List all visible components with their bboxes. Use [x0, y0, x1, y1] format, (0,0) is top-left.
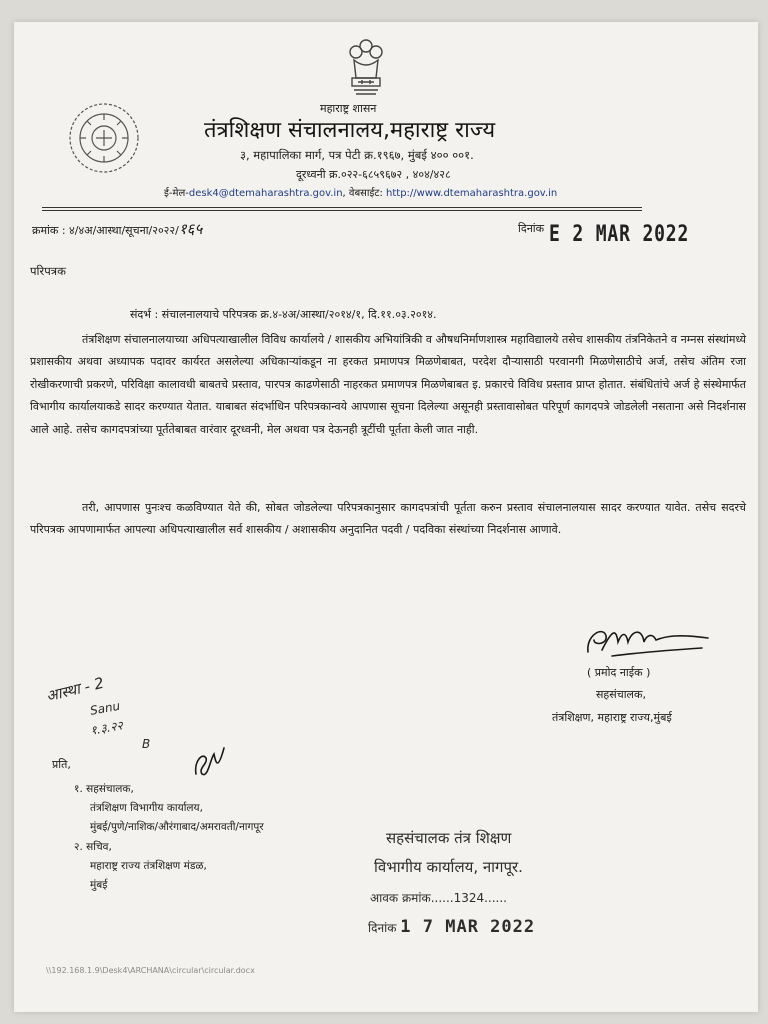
website-label: , वेबसाईट:: [342, 188, 387, 199]
body-paragraph-1: तंत्रशिक्षण संचालनालयाच्या अधिपत्याखालील विविध कार्यालये / शासकीय अभियांत्रिकी व औषधनिर्माणशास्त्र महाविद्यालये तसेच शासकीय तंत्रनिकेतने व नम्नस संस्थांमध्ये प्रशासकीय अथवा अध्यापक पदावर कार्यरत असलेल्या अधिकाऱ्यांकडून ना हरकत प्रमाणपत्र मिळणेबाबत, परदेश दौऱ्यासाठी परवानगी मिळणेसाठीचे अर्ज, तसेच अंतिम रजा रोखीकरणाची प्रकरणे, परिविक्षा कालावधी बाबतचे प्रस्ताव, पारपत्र काढणेसाठी नाहरकत प्रमाणपत्र मिळणेबाबत इ. प्रकारचे विविध प्रस्ताव प्राप्त होतात. संबंधितांचे अर्ज हे संस्थेमार्फत विभागीय कार्यालयाकडे सादर करण्यात येतात. याबाबत संदर्भाधिन परिपत्रकान्वये आपणास सूचना दिलेल्या असूनही प्रस्तावासोबत परिपूर्ण कागदपत्रे जोडलेली नसताना असे निदर्शनास आले आहे. तसेच कागदपत्रांच्या पूर्ततेबाबत वारंवार दूरध्वनी, मेल अथवा पत्र देऊनही त्रूटींची पूर्तता केली जात नाही.: [30, 333, 746, 436]
state-emblem-icon: [344, 36, 388, 104]
recipients-heading: प्रति,: [52, 758, 71, 771]
reference-label: क्रमांक : ४/४अ/आस्था/सूचना/२०२२/: [32, 224, 179, 237]
body-paragraph-2: तरी, आपणास पुनःश्च कळविण्यात येते की, सोबत जोडलेल्या परिपत्रकानुसार कागदपत्रांची पूर्तता करुन प्रस्ताव संचालनालयास सादर करण्यात यावेत. तसेच सदरचे परिपत्रक आपणामार्फत आपल्या अधिपत्याखालील सर्व शासकीय / अशासकीय अनुदानित पदवी / पदविका संस्थांच्या निदर्शनास आणावे.: [30, 501, 746, 537]
signature-icon: [582, 622, 712, 662]
department-title: तंत्रशिक्षण संचालनालय,महाराष्ट्र राज्य: [204, 118, 496, 143]
stamp-date-label: दिनांक: [368, 921, 397, 935]
letter-page: [14, 22, 758, 1012]
department-seal-icon: [66, 100, 142, 176]
office-stamp-date: [368, 917, 535, 937]
government-label: महाराष्ट्र शासन: [320, 102, 377, 115]
recipient-1-locations: मुंबई/पुणे/नाशिक/औरंगाबाद/अमरावती/नागपूर: [90, 821, 264, 833]
reference-number: [32, 219, 202, 239]
recipient-2-city: मुंबई: [90, 879, 108, 891]
inward-number: ......1324......: [430, 891, 507, 905]
contact-line: [164, 185, 557, 199]
handwritten-note-name: Sanu: [89, 698, 122, 718]
signatory-name: ( प्रमोद नाईक ): [587, 666, 651, 679]
signatory-designation: सहसंचालक,: [596, 688, 646, 701]
office-stamp-line-2: विभागीय कार्यालय, नागपूर.: [374, 858, 523, 876]
department-phone: दूरध्वनी क्र.०२२-६८५९६७२ , ४०४/४२८: [296, 168, 451, 181]
handwritten-note-section: आस्था - 2: [44, 673, 106, 706]
date-label: दिनांक: [518, 222, 545, 235]
header-divider: [42, 207, 642, 208]
email-label: ई-मेल-: [164, 188, 189, 199]
office-stamp-inward: [370, 889, 507, 906]
handwritten-note-date: १.३.२२: [89, 718, 124, 738]
reference-line: संदर्भ : संचालनालयाचे परिपत्रक क्र.४-४अ/आस्था/२०१४/१, दि.११.०३.२०१४.: [130, 308, 437, 321]
recipient-2-office: महाराष्ट्र राज्य तंत्रशिक्षण मंडळ,: [90, 860, 207, 872]
header-divider-second: [42, 210, 642, 211]
email-link[interactable]: desk4@dtemaharashtra.gov.in: [188, 188, 343, 199]
handwritten-initials-icon: [188, 744, 228, 780]
recipient-2-title: २. सचिव,: [74, 841, 112, 853]
date-stamp: E 2 MAR 2022: [549, 222, 690, 247]
recipient-1-office: तंत्रशिक्षण विभागीय कार्यालय,: [90, 802, 203, 814]
document-heading: परिपत्रक: [30, 264, 66, 278]
inward-label: आवक क्रमांक: [370, 891, 431, 905]
file-path-footer: \\192.168.1.9\Desk4\ARCHANA\circular\circular.docx: [46, 966, 255, 975]
handwritten-note-letter: B: [142, 737, 151, 751]
signatory-department: तंत्रशिक्षण, महाराष्ट्र राज्य,मुंबई: [552, 711, 672, 724]
office-stamp-line-1: सहसंचालक तंत्र शिक्षण: [386, 829, 512, 847]
handwritten-reference-number: १६५: [178, 220, 203, 238]
department-address: ३, महापालिका मार्ग, पत्र पेटी क्र.१९६७, मुंबई ४०० ००१.: [240, 148, 474, 162]
recipient-1-title: १. सहसंचालक,: [74, 783, 134, 795]
stamp-received-date: 1 7 MAR 2022: [400, 917, 536, 937]
website-link[interactable]: http://www.dtemaharashtra.gov.in: [386, 188, 558, 199]
